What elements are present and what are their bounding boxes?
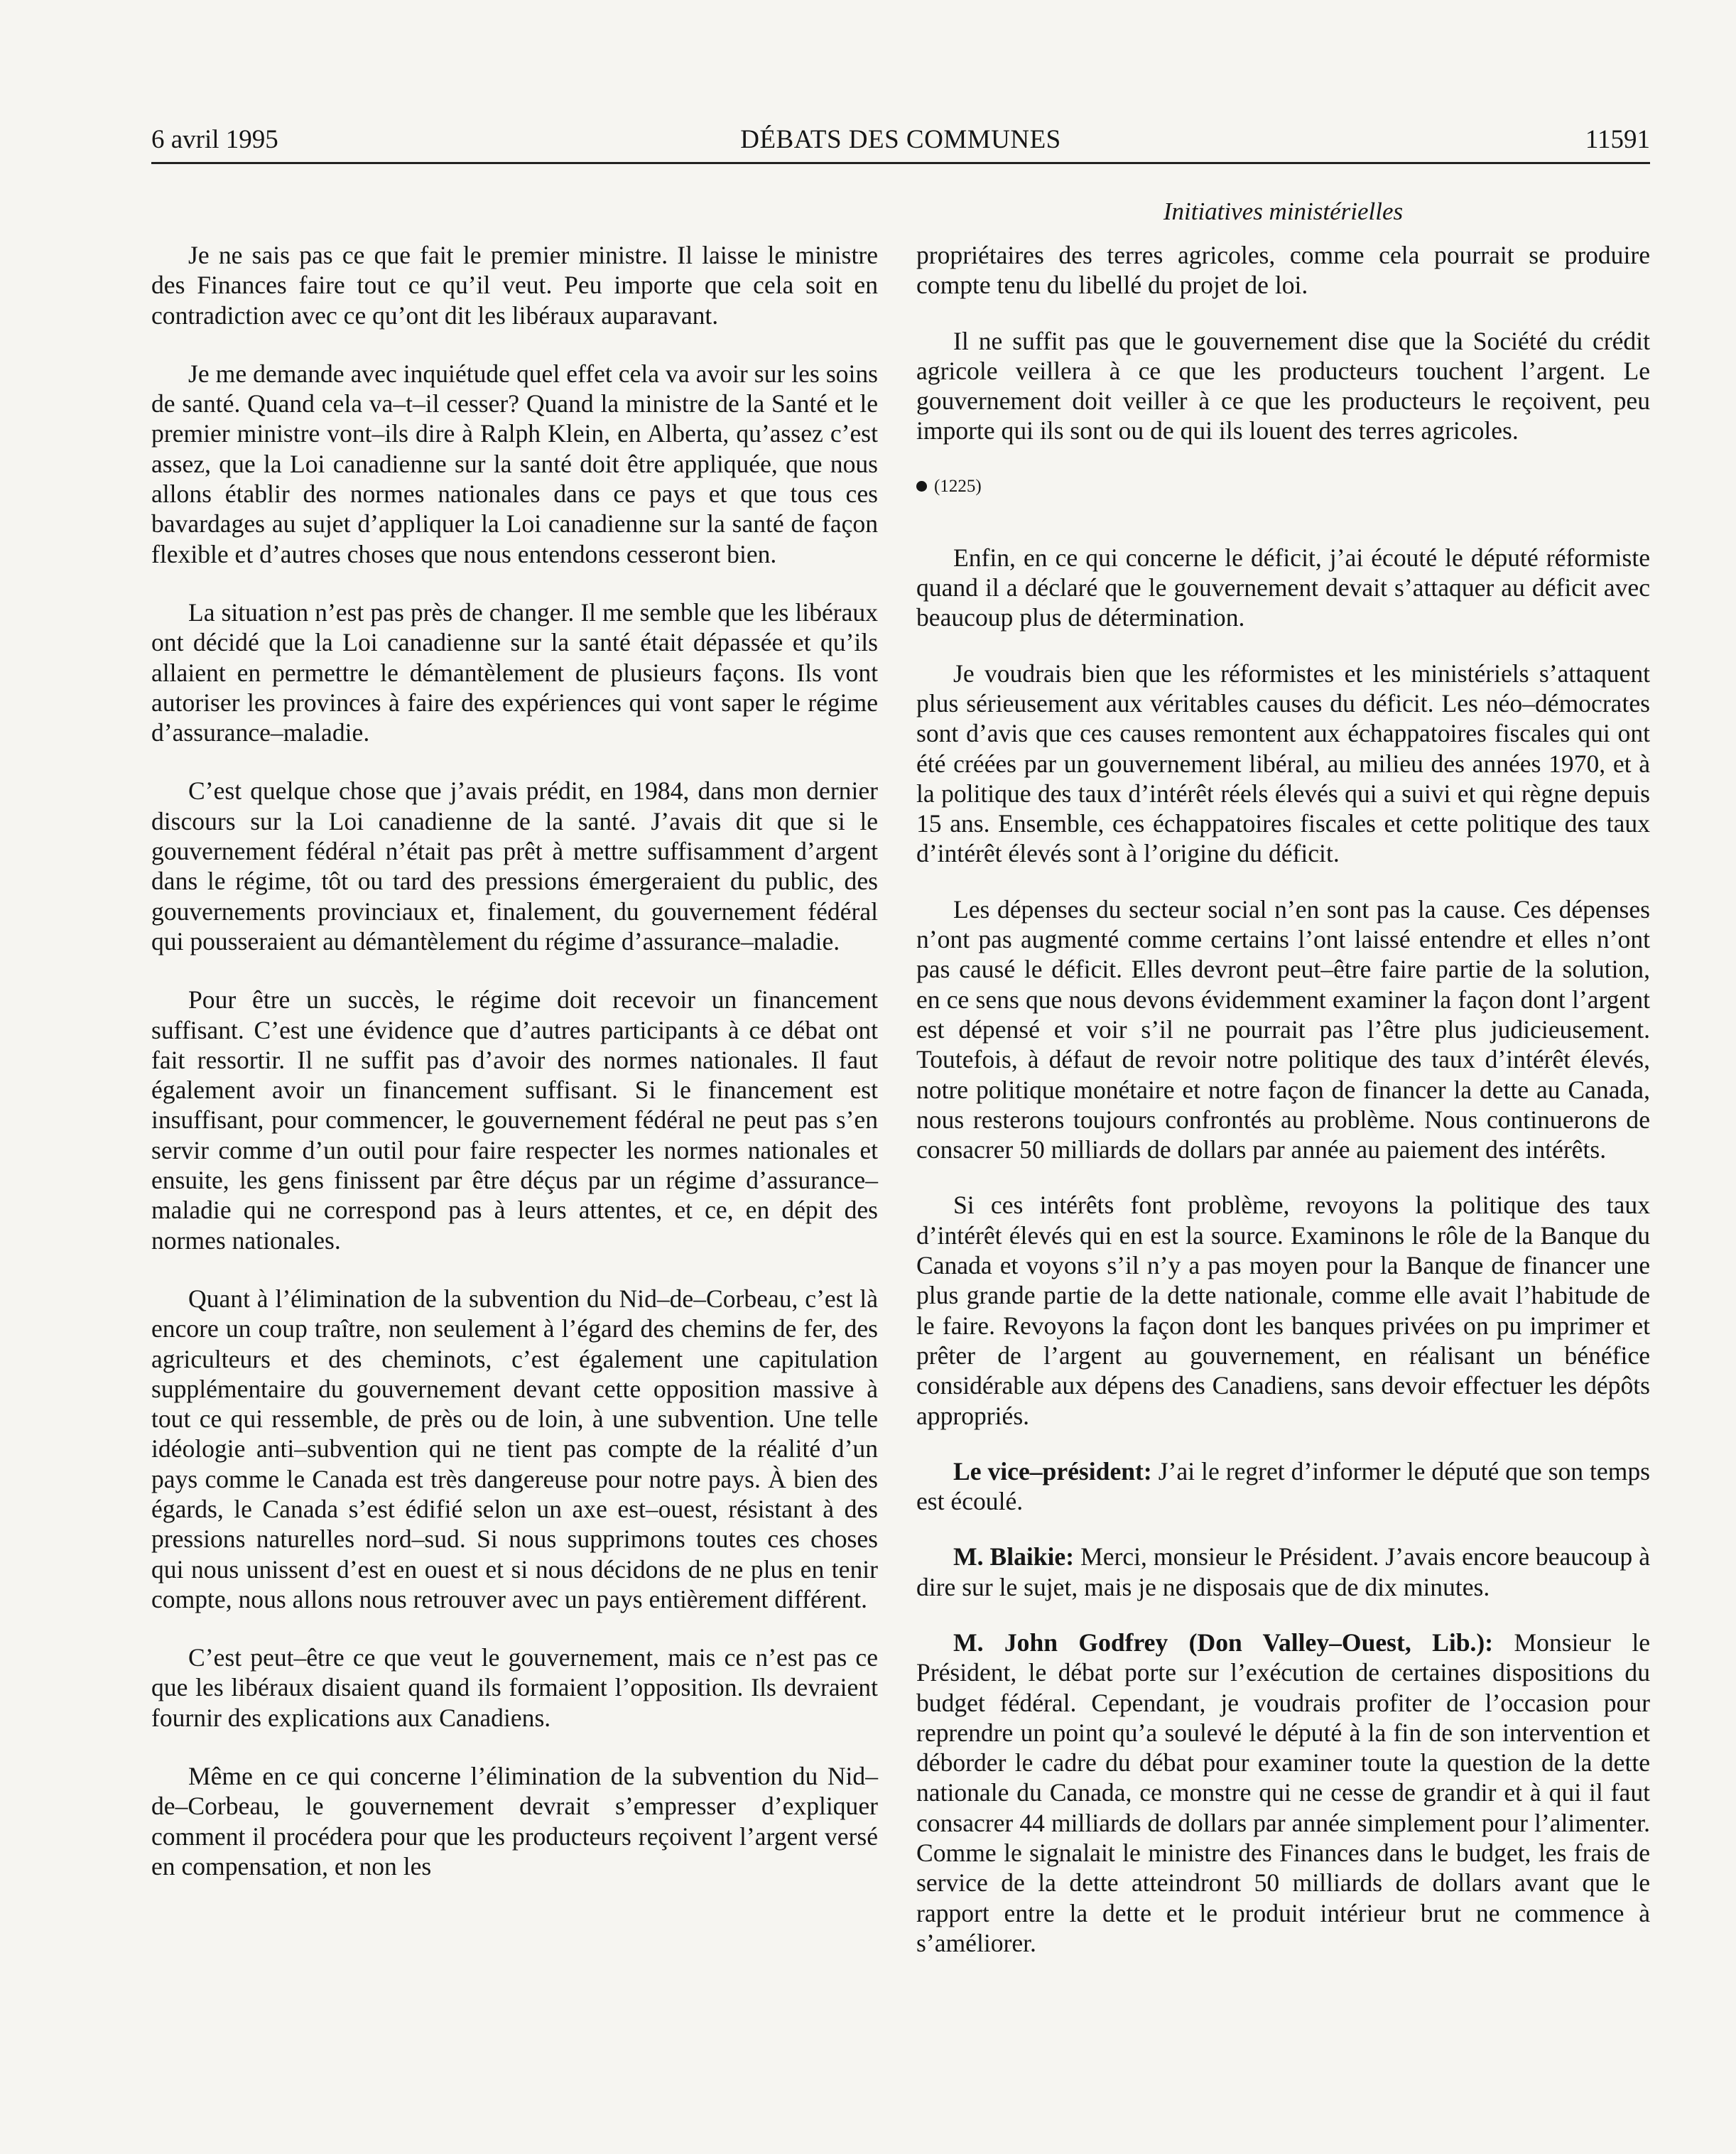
paragraph: Je me demande avec inquiétude quel effet cela va avoir sur les soins de santé. Quand cela va–t–il cesser? Quand la ministre de la Santé et le premier ministre vont–ils dire à Ralph Klein, en Alberta, qu’assez c’est assez, que la Loi canadienne sur la santé doit être appliquée, que nous allons établir des normes nationales dans ce pays et que tous ces bavardages au sujet d’appliquer la Loi canadienne sur la santé de façon flexible et d’autres choses que nous entendons cesseront bien.	[151, 359, 878, 568]
paragraph: Même en ce qui concerne l’élimination de la subvention du Nid–de–Corbeau, le gouvernement devrait s’empresser d’expliquer comment il procédera pour que les producteurs reçoivent l’argent versé en compensation, et non les	[151, 1762, 878, 1880]
paragraph: Si ces intérêts font problème, revoyons la politique des taux d’intérêt élevés qui en est la source. Examinons le rôle de la Banque du Canada et voyons s’il n’y a pas moyen pour la Banque de financer une plus grande partie de la dette nationale, comme elle avait l’habitude de le faire. Revoyons la façon dont les banques privées on pu imprimer et prêter de l’argent au gouvernement, en réalisant un bénéfice considérable aux dépens des Canadiens, sans devoir effectuer les dépôts appropriés.	[916, 1191, 1650, 1430]
paragraph: Les dépenses du secteur social n’en sont pas la cause. Ces dépenses n’ont pas augmenté comme certains l’ont laissé entendre et elles n’ont pas causé le déficit. Elles devront peut–être faire partie de la solution, en ce sens que nous devons évidemment examiner la façon dont l’argent est dépensé et voir s’il ne pourrait pas l’être plus judicieusement. Toutefois, à défaut de revoir notre politique des taux d’intérêt élevés, notre politique monétaire et notre façon de financer la dette au Canada, nous resterons toujours confrontés au problème. Nous continuerons de consacrer 50 milliards de dollars par année au paiement des intérêts.	[916, 894, 1650, 1164]
page-header	[151, 119, 1650, 161]
speech-text: Merci, monsieur le Président. J’avais encore beaucoup à dire sur le sujet, mais je ne disposais que de dix minutes.	[916, 1542, 1650, 1601]
paragraph: Enfin, en ce qui concerne le déficit, j’ai écouté le député réformiste quand il a déclaré que le gouvernement devait s’attaquer au déficit avec beaucoup plus de détermination.	[916, 543, 1650, 632]
right-column	[916, 240, 1650, 1983]
speech	[916, 1628, 1650, 1958]
speaker-name: M. Blaikie:	[953, 1542, 1075, 1571]
section-label: Initiatives ministérielles	[1163, 197, 1404, 225]
speech	[916, 1456, 1650, 1517]
speech	[916, 1542, 1650, 1602]
header-date: 6 avril 1995	[151, 125, 278, 154]
page-number: 11591	[1585, 125, 1650, 154]
header-rule	[151, 162, 1650, 164]
time-marker	[916, 472, 1650, 502]
paragraph: Pour être un succès, le régime doit recevoir un financement suffisant. C’est une évidence que d’autres participants à ce débat ont fait ressortir. Il ne suffit pas d’avoir des normes nationales. Il faut également avoir un financement suffisant. Si le financement est insuffisant, pour commencer, le gouvernement fédéral ne peut pas s’en servir comme d’un outil pour faire respecter les normes nationales et ensuite, les gens finissent par être déçus par un régime d’assurance–maladie qui ne correspond pas à leurs attentes, et ce, en dépit des normes nationales.	[151, 985, 878, 1255]
paragraph: C’est peut–être ce que veut le gouvernement, mais ce n’est pas ce que les libéraux disaient quand ils formaient l’opposition. Ils devraient fournir des explications aux Canadiens.	[151, 1643, 878, 1732]
left-column	[151, 240, 878, 1910]
time-marker-label: (1225)	[934, 476, 982, 496]
paragraph: Je ne sais pas ce que fait le premier ministre. Il laisse le ministre des Finances faire tout ce qu’il veut. Peu importe que cela soit en contradiction avec ce qu’ont dit les libéraux auparavant.	[151, 241, 878, 330]
speech-text: J’ai le regret d’informer le député que son temps est écoulé.	[916, 1456, 1650, 1516]
speaker-name: M. John Godfrey (Don Valley–Ouest, Lib.):	[953, 1628, 1494, 1657]
paragraph: Quant à l’élimination de la subvention du Nid–de–Corbeau, c’est là encore un coup traître, non seulement à l’égard des chemins de fer, des agriculteurs et des cheminots, c’est également une capitulation supplémentaire du gouvernement devant cette opposition massive à tout ce qui ressemble, de près ou de loin, à une subvention. Une telle idéologie anti–subvention qui ne tient pas compte de la réalité d’un pays comme le Canada est très dangereuse pour notre pays. À bien des égards, le Canada s’est édifié selon un axe est–ouest, résistant à des pressions naturelles nord–sud. Si nous supprimons toutes ces choses qui nous unissent d’est en ouest et si nous décidons de ne plus en tenir compte, nous allons nous retrouver avec un pays entièrement différent.	[151, 1284, 878, 1613]
speaker-name: Le vice–président:	[953, 1456, 1152, 1485]
paragraph: Je voudrais bien que les réformistes et les ministériels s’attaquent plus sérieusement aux véritables causes du déficit. Les néo–démocrates sont d’avis que ces causes remontent aux échappatoires fiscales qui ont été créées par un gouvernement libéral, au milieu des années 1970, et à la politique des taux d’intérêt réels élevés qui a suivi et qui règne depuis 15 ans. Ensemble, ces échappatoires fiscales et cette politique des taux d’intérêt élevés sont à l’origine du déficit.	[916, 659, 1650, 868]
paragraph: C’est quelque chose que j’avais prédit, en 1984, dans mon dernier discours sur la Loi canadienne de la santé. J’avais dit que si le gouvernement fédéral n’était pas prêt à mettre suffisamment d’argent dans le régime, tôt ou tard des pressions émergeraient du public, des gouvernements provinciaux et, finalement, du gouvernement fédéral qui pousseraient au démantèlement du régime d’assurance–maladie.	[151, 776, 878, 956]
paragraph: Il ne suffit pas que le gouvernement dise que la Société du crédit agricole veillera à ce que les producteurs touchent l’argent. Le gouvernement doit veiller à ce que les producteurs le reçoivent, peu importe qui ils sont ou de qui ils louent des terres agricoles.	[916, 326, 1650, 445]
bullet-icon	[916, 481, 927, 492]
paragraph: La situation n’est pas près de changer. Il me semble que les libéraux ont décidé que la Loi canadienne sur la santé était dépassée et qu’ils allaient en permettre le démantèlement de plusieurs façons. Ils vont autoriser les provinces à faire des expériences qui vont saper le régime d’assurance–maladie.	[151, 597, 878, 747]
speech-text: Monsieur le Président, le débat porte sur l’exécution de certaines dispositions du budget fédéral. Cependant, je voudrais profiter de l’occasion pour reprendre un point qu’a soulevé le député à la fin de son intervention et déborder le cadre du débat pour examiner toute la question de la dette nationale du Canada, ce monstre qui ne cesse de grandir et à qui il faut consacrer 44 milliards de dollars par année simplement pour l’alimenter. Comme le signalait le ministre des Finances dans le budget, les frais de service de la dette atteindront 50 milliards de dollars avant que le rapport entre la dette et le produit intérieur brut ne commence à s’améliorer.	[916, 1628, 1650, 1957]
paragraph-continuation: propriétaires des terres agricoles, comme cela pourrait se produire compte tenu du libellé du projet de loi.	[916, 241, 1650, 300]
header-title: DÉBATS DES COMMUNES	[740, 125, 1061, 154]
